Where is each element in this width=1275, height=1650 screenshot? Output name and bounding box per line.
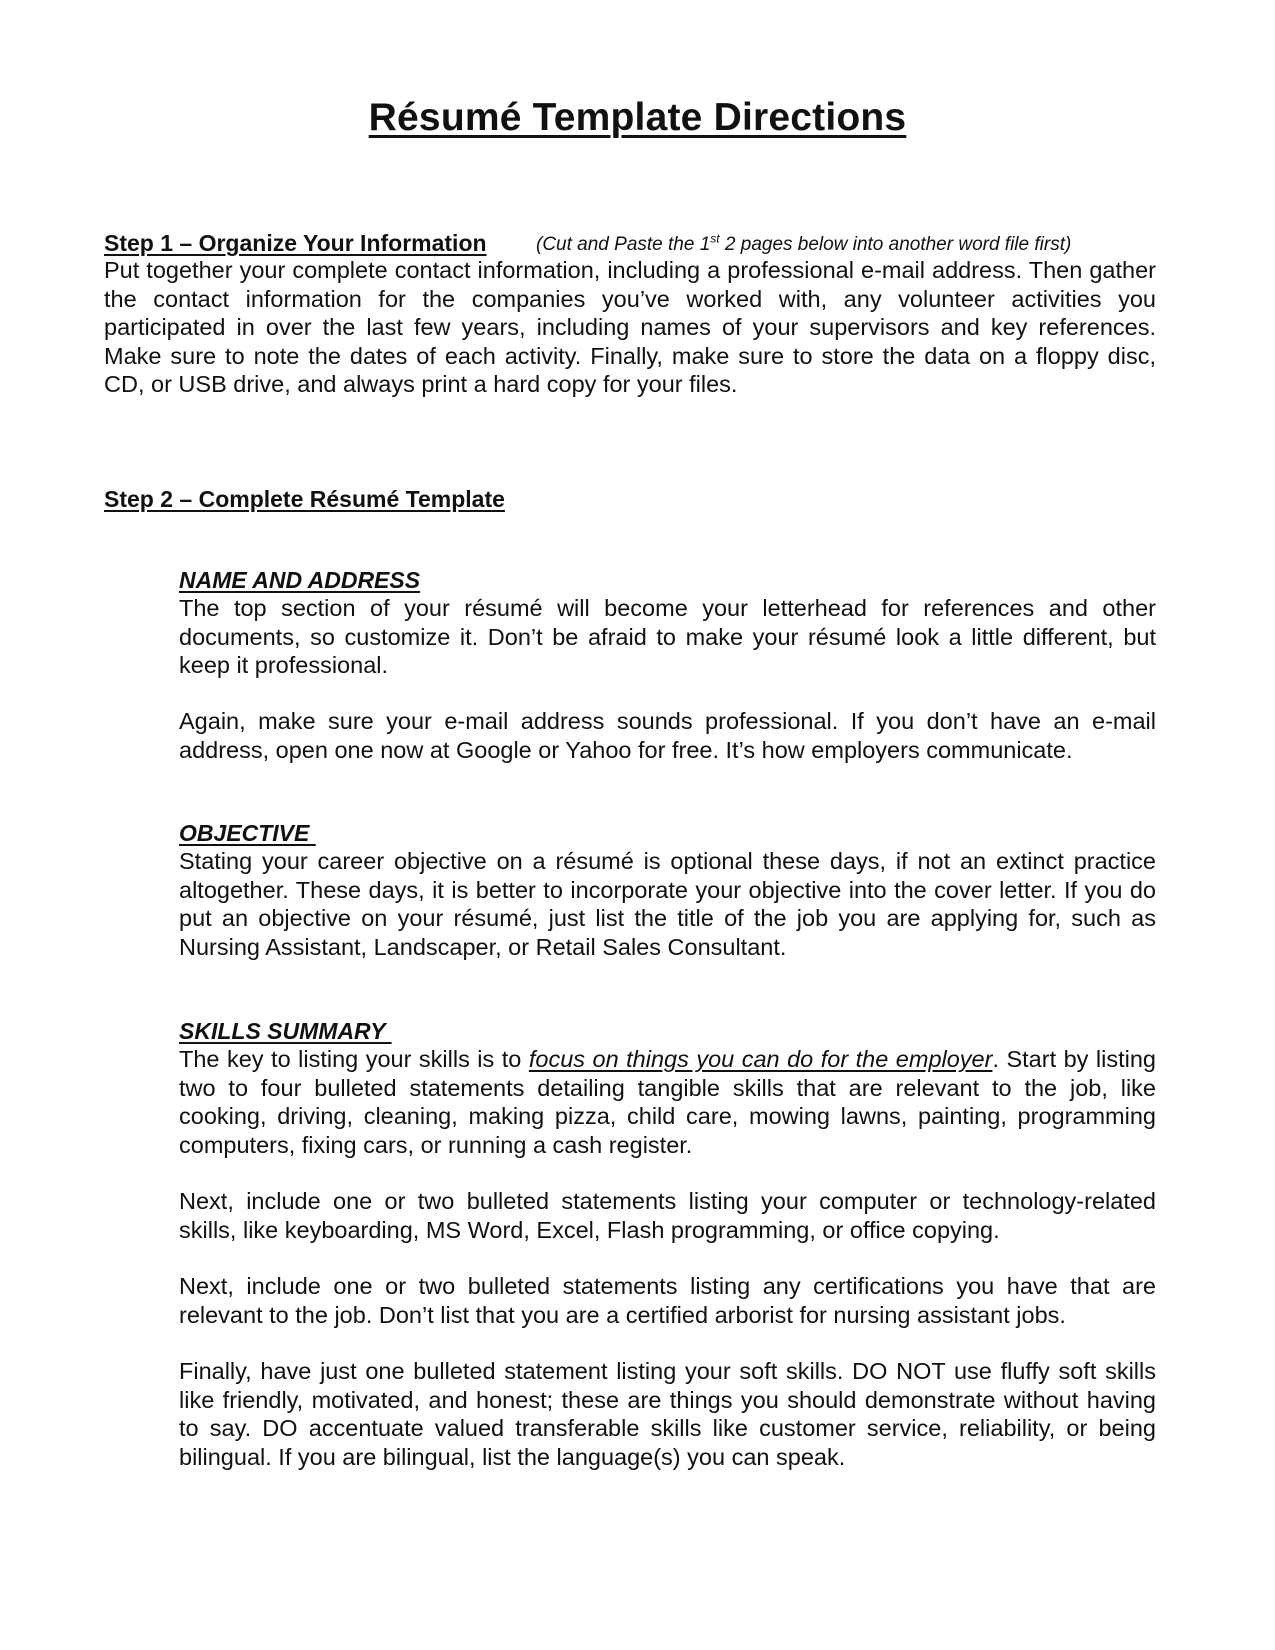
document-title: Résumé Template Directions: [368, 96, 907, 139]
skills-paragraph-1: [179, 1045, 1156, 1159]
skills-emphasis-text: focus on things you can do for the employer: [528, 1046, 993, 1072]
step2-heading: Step 2 – Complete Résumé Template: [104, 486, 505, 512]
skills-paragraph-1-suffix: . Start by listing two to four bulleted statements detailing tangible skills that are relevant to the job, like cooking, driving, cleaning, making pizza, child care, mowing lawns, painting, programming computers, fixing cars, or running a cash register.: [179, 1046, 1156, 1158]
skills-summary-heading: SKILLS SUMMARY: [179, 1018, 392, 1044]
step1-note: [536, 231, 1072, 256]
step1-note-prefix: (Cut and Paste the 1: [536, 234, 711, 255]
skills-paragraph-3: Next, include one or two bulleted statements listing any certifications you have that are relevant to the job. Don’t list that you are a certified arborist for nursing assistant jobs.: [179, 1273, 1156, 1328]
skills-paragraph-4: Finally, have just one bulleted statement listing your soft skills. DO NOT use fluffy soft skills like friendly, motivated, and honest; these are things you should demonstrate without having to say. DO accentuate valued transferable skills like customer service, reliability, or being bilingual. If you are bilingual, list the language(s) you can speak.: [179, 1358, 1156, 1470]
objective-heading: OBJECTIVE: [179, 820, 316, 846]
objective-paragraph: Stating your career objective on a résumé is optional these days, if not an extinct practice altogether. These days, it is better to incorporate your objective into the cover letter. If you do put an objective on your résumé, just list the title of the job you are applying for, such as Nursing Assistant, Landscaper, or Retail Sales Consultant.: [179, 848, 1156, 960]
name-address-paragraph-2: Again, make sure your e-mail address sounds professional. If you don’t have an e-mail address, open one now at Google or Yahoo for free. It’s how employers communicate.: [179, 708, 1156, 763]
step1-body: Put together your complete contact information, including a professional e-mail address. Then gather the contact information for the companies you’ve worked with, any volunteer activities you participated in over the last few years, including names of your supervisors and key references. Make sure to note the dates of each activity. Finally, make sure to store the data on a floppy disc, CD, or USB drive, and always print a hard copy for your files.: [104, 257, 1156, 397]
step1-note-superscript: st: [710, 231, 720, 246]
name-address-paragraph-1: The top section of your résumé will become your letterhead for references and other documents, so customize it. Don’t be afraid to make your résumé look a little different, but keep it professional.: [179, 595, 1156, 678]
step1-heading: Step 1 – Organize Your Information: [104, 230, 487, 256]
skills-paragraph-1-prefix: The key to listing your skills is to: [179, 1046, 529, 1072]
name-address-heading: NAME AND ADDRESS: [179, 567, 421, 593]
skills-paragraph-2: Next, include one or two bulleted statements listing your computer or technology-related skills, like keyboarding, MS Word, Excel, Flash programming, or office copying.: [179, 1188, 1156, 1243]
step1-note-suffix: 2 pages below into another word file first): [719, 234, 1072, 255]
